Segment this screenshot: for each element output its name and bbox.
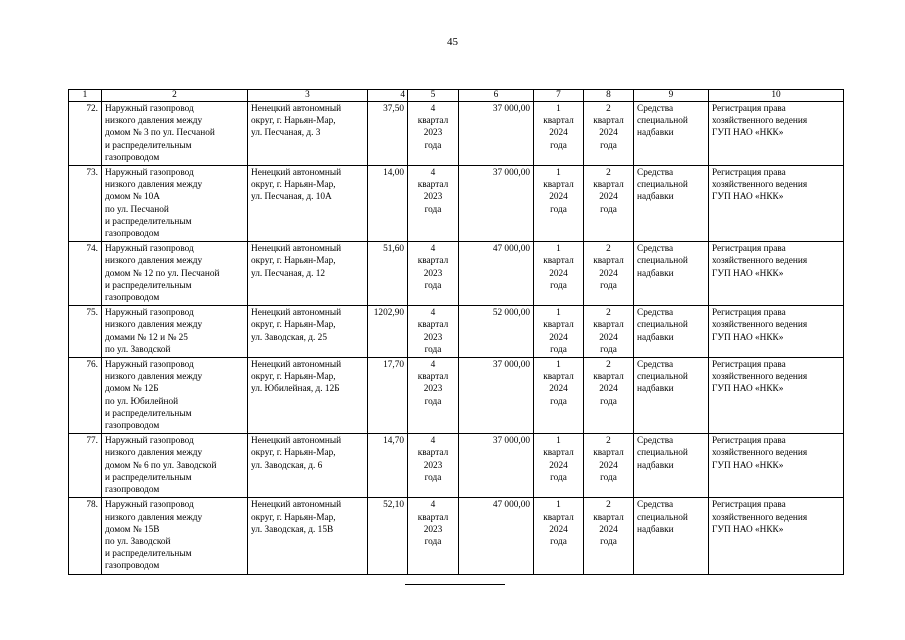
column-header: 6 bbox=[459, 90, 534, 102]
column-header: 2 bbox=[102, 90, 248, 102]
column-header: 5 bbox=[408, 90, 459, 102]
column-header: 10 bbox=[709, 90, 844, 102]
cost-value-cell: 37 000,00 bbox=[459, 358, 534, 434]
period-b-cell: 2 квартал 2024 года bbox=[584, 242, 634, 306]
table-row bbox=[69, 242, 844, 306]
period-a-cell: 1 квартал 2024 года bbox=[534, 102, 584, 166]
period-a-cell: 1 квартал 2024 года bbox=[534, 166, 584, 242]
object-address-cell: Ненецкий автономный округ, г. Нарьян-Мар, ул. Песчаная, д. 10А bbox=[248, 166, 368, 242]
length-value-cell: 14,70 bbox=[368, 434, 408, 498]
object-name-cell: Наружный газопровод низкого давления между домом № 10А по ул. Песчаной и распределительным газопроводом bbox=[102, 166, 248, 242]
funding-source-cell: Средства специальной надбавки bbox=[634, 166, 709, 242]
period-b-cell: 2 квартал 2024 года bbox=[584, 102, 634, 166]
length-value-cell: 52,10 bbox=[368, 498, 408, 574]
objects-table bbox=[68, 89, 844, 575]
cost-value-cell: 37 000,00 bbox=[459, 102, 534, 166]
table-row bbox=[69, 166, 844, 242]
note-cell: Регистрация права хозяйственного ведения ГУП НАО «НКК» bbox=[709, 306, 844, 358]
table-row bbox=[69, 434, 844, 498]
start-period-cell: 4 квартал 2023 года bbox=[408, 166, 459, 242]
start-period-cell: 4 квартал 2023 года bbox=[408, 434, 459, 498]
column-header: 7 bbox=[534, 90, 584, 102]
period-b-cell: 2 квартал 2024 года bbox=[584, 498, 634, 574]
object-name-cell: Наружный газопровод низкого давления между домом № 6 по ул. Заводской и распределительным газопроводом bbox=[102, 434, 248, 498]
table-row bbox=[69, 102, 844, 166]
object-address-cell: Ненецкий автономный округ, г. Нарьян-Мар, ул. Песчаная, д. 3 bbox=[248, 102, 368, 166]
object-name-cell: Наружный газопровод низкого давления между домом № 15В по ул. Заводской и распределительным газопроводом bbox=[102, 498, 248, 574]
start-period-cell: 4 квартал 2023 года bbox=[408, 102, 459, 166]
row-number-cell: 75. bbox=[69, 306, 102, 358]
period-a-cell: 1 квартал 2024 года bbox=[534, 242, 584, 306]
row-number-cell: 76. bbox=[69, 358, 102, 434]
note-cell: Регистрация права хозяйственного ведения ГУП НАО «НКК» bbox=[709, 242, 844, 306]
object-address-cell: Ненецкий автономный округ, г. Нарьян-Мар, ул. Заводская, д. 25 bbox=[248, 306, 368, 358]
start-period-cell: 4 квартал 2023 года bbox=[408, 242, 459, 306]
cost-value-cell: 47 000,00 bbox=[459, 242, 534, 306]
start-period-cell: 4 квартал 2023 года bbox=[408, 498, 459, 574]
note-cell: Регистрация права хозяйственного ведения ГУП НАО «НКК» bbox=[709, 358, 844, 434]
object-address-cell: Ненецкий автономный округ, г. Нарьян-Мар, ул. Заводская, д. 6 bbox=[248, 434, 368, 498]
row-number-cell: 77. bbox=[69, 434, 102, 498]
length-value-cell: 14,00 bbox=[368, 166, 408, 242]
cost-value-cell: 37 000,00 bbox=[459, 434, 534, 498]
footer-rule bbox=[405, 584, 505, 585]
period-a-cell: 1 квартал 2024 года bbox=[534, 306, 584, 358]
table-row bbox=[69, 358, 844, 434]
header-row bbox=[69, 90, 844, 102]
column-header: 1 bbox=[69, 90, 102, 102]
note-cell: Регистрация права хозяйственного ведения ГУП НАО «НКК» bbox=[709, 102, 844, 166]
column-header: 3 bbox=[248, 90, 368, 102]
object-name-cell: Наружный газопровод низкого давления между домом № 12Б по ул. Юбилейной и распределительным газопроводом bbox=[102, 358, 248, 434]
table-row bbox=[69, 498, 844, 574]
length-value-cell: 37,50 bbox=[368, 102, 408, 166]
page-number: 45 bbox=[447, 36, 458, 48]
row-number-cell: 78. bbox=[69, 498, 102, 574]
funding-source-cell: Средства специальной надбавки bbox=[634, 242, 709, 306]
note-cell: Регистрация права хозяйственного ведения ГУП НАО «НКК» bbox=[709, 166, 844, 242]
column-header: 4 bbox=[368, 90, 408, 102]
period-a-cell: 1 квартал 2024 года bbox=[534, 358, 584, 434]
row-number-cell: 74. bbox=[69, 242, 102, 306]
period-a-cell: 1 квартал 2024 года bbox=[534, 434, 584, 498]
row-number-cell: 73. bbox=[69, 166, 102, 242]
funding-source-cell: Средства специальной надбавки bbox=[634, 358, 709, 434]
period-b-cell: 2 квартал 2024 года bbox=[584, 434, 634, 498]
length-value-cell: 51,60 bbox=[368, 242, 408, 306]
object-address-cell: Ненецкий автономный округ, г. Нарьян-Мар, ул. Юбилейная, д. 12Б bbox=[248, 358, 368, 434]
length-value-cell: 17,70 bbox=[368, 358, 408, 434]
object-name-cell: Наружный газопровод низкого давления между домом № 3 по ул. Песчаной и распределительным газопроводом bbox=[102, 102, 248, 166]
funding-source-cell: Средства специальной надбавки bbox=[634, 498, 709, 574]
cost-value-cell: 37 000,00 bbox=[459, 166, 534, 242]
object-address-cell: Ненецкий автономный округ, г. Нарьян-Мар, ул. Песчаная, д. 12 bbox=[248, 242, 368, 306]
column-header: 9 bbox=[634, 90, 709, 102]
start-period-cell: 4 квартал 2023 года bbox=[408, 306, 459, 358]
object-name-cell: Наружный газопровод низкого давления между домом № 12 по ул. Песчаной и распределительным газопроводом bbox=[102, 242, 248, 306]
period-b-cell: 2 квартал 2024 года bbox=[584, 166, 634, 242]
period-b-cell: 2 квартал 2024 года bbox=[584, 306, 634, 358]
object-address-cell: Ненецкий автономный округ, г. Нарьян-Мар, ул. Заводская, д. 15В bbox=[248, 498, 368, 574]
period-b-cell: 2 квартал 2024 года bbox=[584, 358, 634, 434]
cost-value-cell: 47 000,00 bbox=[459, 498, 534, 574]
funding-source-cell: Средства специальной надбавки bbox=[634, 434, 709, 498]
start-period-cell: 4 квартал 2023 года bbox=[408, 358, 459, 434]
note-cell: Регистрация права хозяйственного ведения ГУП НАО «НКК» bbox=[709, 434, 844, 498]
row-number-cell: 72. bbox=[69, 102, 102, 166]
funding-source-cell: Средства специальной надбавки bbox=[634, 102, 709, 166]
period-a-cell: 1 квартал 2024 года bbox=[534, 498, 584, 574]
table-row bbox=[69, 306, 844, 358]
cost-value-cell: 52 000,00 bbox=[459, 306, 534, 358]
length-value-cell: 1202,90 bbox=[368, 306, 408, 358]
column-header: 8 bbox=[584, 90, 634, 102]
object-name-cell: Наружный газопровод низкого давления между домами № 12 и № 25 по ул. Заводской bbox=[102, 306, 248, 358]
note-cell: Регистрация права хозяйственного ведения ГУП НАО «НКК» bbox=[709, 498, 844, 574]
funding-source-cell: Средства специальной надбавки bbox=[634, 306, 709, 358]
